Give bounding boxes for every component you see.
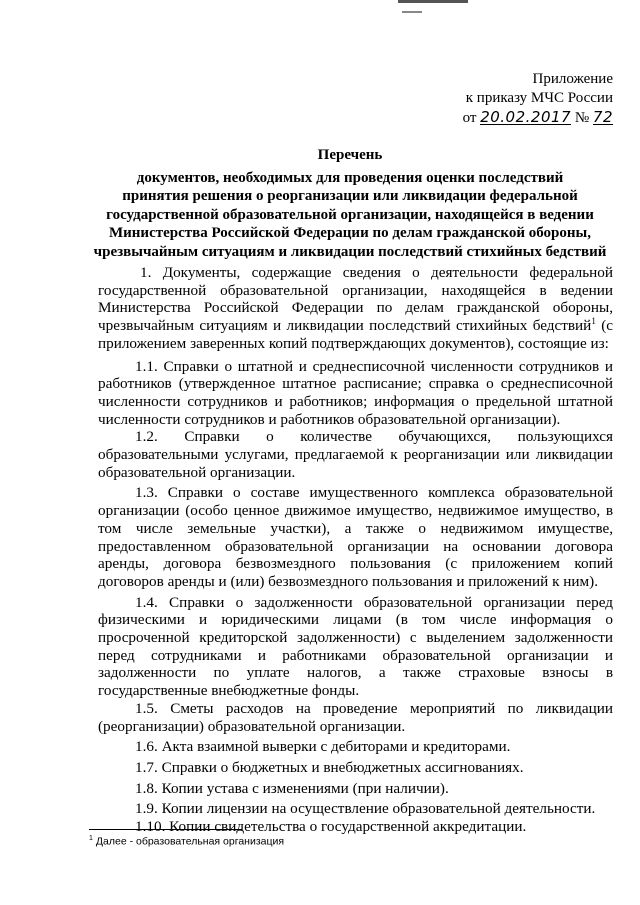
footnote-ref: 1 <box>591 316 596 327</box>
title-line: принятия решения о реорганизации или ликвидации федеральной <box>122 188 578 204</box>
handwritten-number: 72 <box>592 108 613 126</box>
title-heading: Перечень <box>317 147 383 163</box>
list-item: 1.3. Справки о составе имущественного комплекса образовательной организации (особо ценное движимое имущество, недвижимое имущество, в том числе земельные участки), а также о недвижимом имуществе, предоставленном образовательной организации на основании договора аренды, договора безвозмездного пользования (с приложением копий договоров аренды и (или) безвозмездного пользования и приложений к ним). <box>98 484 613 590</box>
scan-mark <box>398 0 468 3</box>
appendix-title: Приложение <box>532 71 613 87</box>
appendix-date-line <box>463 108 613 128</box>
from-label: от <box>462 110 477 126</box>
document-title <box>80 146 620 261</box>
list-item: 1.5. Сметы расходов на проведение мероприятий по ликвидации (реорганизации) образовательной организации. <box>98 699 613 735</box>
number-label: № <box>574 110 590 126</box>
scan-mark <box>402 11 422 13</box>
list-item: 1.8. Копии устава с изменениями (при наличии). <box>135 779 449 797</box>
footnote <box>89 835 284 848</box>
appendix-order: к приказу МЧС России <box>465 90 613 106</box>
list-item: 1.9. Копии лицензии на осуществление образовательной деятельности. <box>135 800 596 818</box>
list-item: 1.2. Справки о количестве обучающихся, пользующихся образовательными услугами, предлагаемой к реорганизации или ликвидации образовательной организации. <box>98 428 613 481</box>
paragraph-1-text-cont: (с приложением заверенных копий подтверждающих документов), состоящие из: <box>98 317 613 352</box>
title-line: чрезвычайным ситуациям и ликвидации последствий стихийных бедствий <box>93 243 607 260</box>
paragraph-1-text: 1. Документы, содержащие сведения о деятельности федеральной государственной образовательной организации, находящейся в ведении Министерства Российской Федерации по делам гражданской обороны, чрезвычайным ситуациям и ликвидации последствий стихийных бедствий <box>98 264 613 335</box>
title-line: документов, необходимых для проведения оценки последствий <box>136 169 564 186</box>
appendix-block <box>463 70 613 128</box>
footnote-text: Далее - образовательная организация <box>95 835 285 848</box>
list-item: 1.4. Справки о задолженности образовательной организации перед физическими и юридическими лицами (в том числе информация о просроченной кредиторской задолженности) с выделением задолженности перед сотрудниками и работниками образовательной организации и задолженности по уплате налогов, а также страховые взносы в государственные внебюджетные фонды. <box>98 593 613 700</box>
list-item: 1.6. Акта взаимной выверки с дебиторами и кредиторами. <box>135 738 511 756</box>
title-line: Министерства Российской Федерации по делам гражданской обороны, <box>108 225 591 241</box>
handwritten-date: 20.02.2017 <box>480 108 572 126</box>
list-item: 1.7. Справки о бюджетных и внебюджетных ассигнованиях. <box>135 758 524 776</box>
document-body <box>98 264 613 836</box>
title-line: государственной образовательной организации, находящейся в ведении <box>106 206 594 223</box>
list-item: 1.10. Копии свидетельства о государственной аккредитации. <box>135 818 527 836</box>
paragraph-1 <box>98 264 613 353</box>
footnote-mark: 1 <box>89 835 93 842</box>
list-item: 1.1. Справки о штатной и среднесписочной численности сотрудников и работников (утвержденное штатное расписание; справка о среднесписочной численности сотрудников и работников; информация о предельной штатной численности сотрудников и работников образовательной организации). <box>98 357 613 428</box>
footnote-divider <box>89 829 242 830</box>
